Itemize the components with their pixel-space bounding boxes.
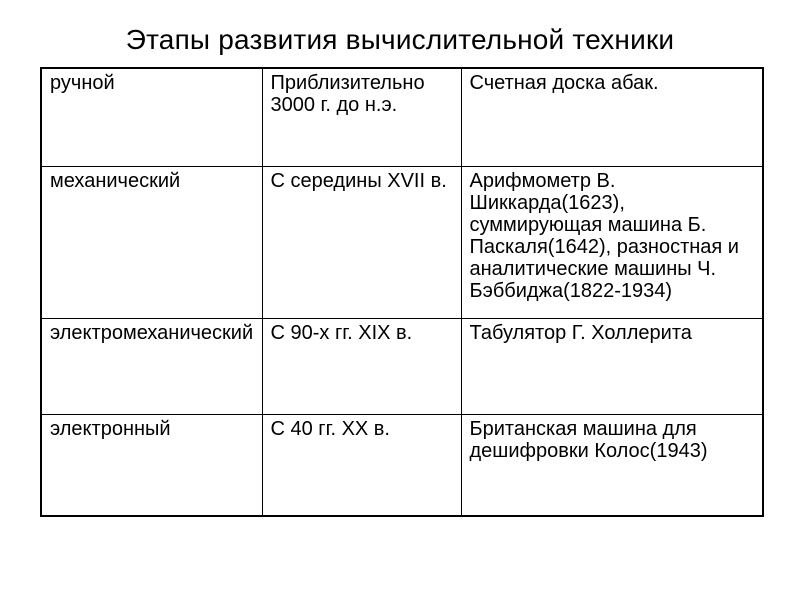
- table-row: [41, 68, 763, 166]
- table-row: [41, 414, 763, 516]
- stage-cell: ручной: [41, 68, 262, 166]
- stage-cell: электромеханический: [41, 318, 262, 414]
- devices-cell: Счетная доска абак.: [461, 68, 763, 166]
- devices-cell: Британская машина для дешифровки Колос(1943): [461, 414, 763, 516]
- table-row: [41, 166, 763, 318]
- devices-cell: Табулятор Г. Холлерита: [461, 318, 763, 414]
- stages-table: [40, 67, 764, 517]
- period-cell: С середины XVII в.: [262, 166, 461, 318]
- devices-cell: Арифмометр В. Шиккарда(1623), суммирующая машина Б. Паскаля(1642), разностная и аналитические машины Ч. Бэббиджа(1822-1934): [461, 166, 763, 318]
- stage-cell: электронный: [41, 414, 262, 516]
- slide-title: Этапы развития вычислительной техники: [125, 24, 675, 55]
- period-cell: Приблизительно 3000 г. до н.э.: [262, 68, 461, 166]
- table-row: [41, 318, 763, 414]
- period-cell: С 40 гг. XX в.: [262, 414, 461, 516]
- period-cell: С 90-х гг. XIX в.: [262, 318, 461, 414]
- stage-cell: механический: [41, 166, 262, 318]
